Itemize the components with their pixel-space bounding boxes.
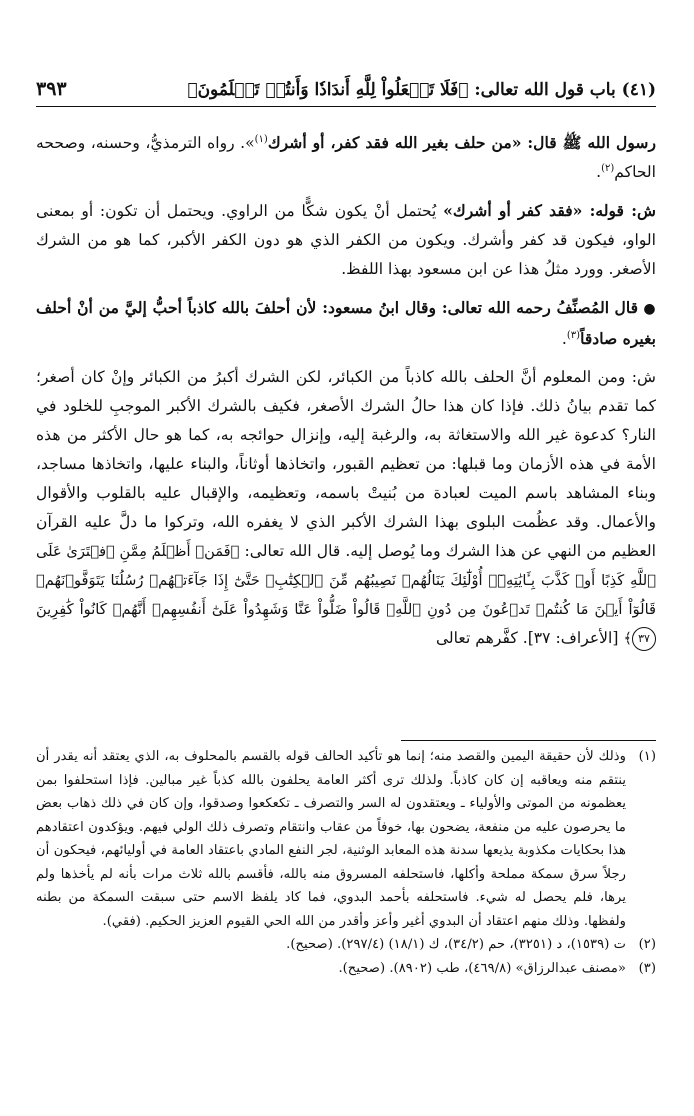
bullet-icon: ● — [643, 301, 656, 317]
commentary-paragraph-2 — [36, 363, 656, 653]
commentary-text: يُحتمل أنْ يكون شكًّا من الراوي. ويحتمل أن تكون: أو بمعنى الواو، فيكون قد كفر وأشرك. ويكون من الكفر الذي هو دون الكفر الأكبر، كما هو من الشرك الأصغر. وورد مثلُ هذا عن ابن مسعود بهذا اللفظ. — [36, 202, 656, 278]
footnote-2 — [36, 933, 656, 957]
running-header — [36, 64, 656, 107]
main-text — [36, 128, 656, 662]
footnote-number: (١) — [638, 749, 656, 764]
footnote-ref-2[interactable]: (٢) — [601, 162, 615, 174]
commentary-label: ش: قوله: «فقد كفر أو أشرك» — [443, 201, 656, 220]
author-statement — [36, 293, 656, 354]
page-number: ٣٩٣ — [36, 78, 67, 100]
hadith-text: رسول الله ﷺ قال: «من حلف بغير الله فقد كفر، أو أشرك — [267, 133, 656, 152]
footnote-text: ت (١٥٣٩)، د (٣٢٥١)، حم (٣٤/٢)، ك (١٨/١) (٢٩٧/٤). (صحيح). — [286, 937, 626, 952]
footnote-divider — [401, 740, 656, 741]
footnote-ref-3[interactable]: (٣) — [566, 329, 581, 341]
chapter-title: (٤١) باب قول الله تعالى: ﴿فَلَا تَجۡعَلُواْ لِلَّهِ أَندَادٗا وَأَنتُمۡ تَعۡلَمُونَ﴾ — [187, 80, 656, 100]
quran-verse-end: ﴾ — [623, 630, 632, 647]
footnote-ref-1[interactable]: (١) — [254, 133, 268, 145]
quran-verse: ﴿فَمَنۡ أَظۡلَمُ مِمَّنِ ٱفۡتَرَىٰ عَلَى ٱللَّهِ كَذِبًا أَوۡ كَذَّبَ بِـَٔايَٰتِهِۦٓۚ أُوْلَٰٓئِكَ يَنَالُهُمۡ نَصِيبُهُم مِّنَ ٱلۡكِتَٰبِۖ حَتَّىٰٓ إِذَا جَآءَتۡهُمۡ رُسُلُنَا يَتَوَفَّوۡنَهُمۡ قَالُوٓاْ أَيۡنَ مَا كُنتُمۡ تَدۡعُونَ مِن دُونِ ٱللَّهِۖ قَالُواْ ضَلُّواْ عَنَّا وَشَهِدُواْ عَلَىٰٓ أَنفُسِهِمۡ أَنَّهُمۡ كَانُواْ كَٰفِرِينَ — [36, 543, 656, 618]
footnotes — [36, 740, 656, 980]
commentary-text: ش: ومن المعلوم أنَّ الحلف بالله كاذباً من الكبائر، لكن الشرك أكبرُ من الكبائر وإنْ كان أصغر؛ كما تقدم بيانُ ذلك. فإذا كان هذا حالُ الشرك الأصغر، فكيف بالشرك الأكبر الموجبِ للخلود في النار؟ كدعوة غير الله والاستغاثة به، والرغبة إليه، وإنزال حوائجه به، كما هو حال الأكثر من هذه الأمة في هذه الأزمان وما قبلها: من تعظيم القبور، واتخاذها أوثاناً، والبناء عليها، واتخاذها مساجد، وبناء المشاهد باسم الميت لعبادة من بُنيتْ باسمه، وتعظيمه، والإقبال عليه بالقلوب والأقوال والأعمال. وقد عظُمت البلوى بهذا الشرك الأكبر الذي لا يغفره الله، وتركوا ما دلَّ عليه القرآن العظيم من النهي عن هذا الشرك وما يُوصل إليه. قال الله تعالى: — [36, 368, 656, 560]
ayah-number-icon: ٣٧ — [632, 627, 656, 651]
hadith-paragraph — [36, 128, 656, 187]
commentary-paragraph-1 — [36, 196, 656, 284]
footnote-number: (٢) — [638, 937, 656, 952]
footnote-text: وذلك لأن حقيقة اليمين والقصد منه؛ إنما هو تأكيد الحالف قوله بالقسم بالمحلوف به، الذي يعتقد أنه يقدر أن ينتقم منه ويعاقبه إن كان كاذباً. ولذلك ترى أكثر العامة يحلفون بالله كذباً غير مبالين. فإذا استحلفوا بمن يعظمونه من الموتى والأولياء ـ ويعتقدون له السر والتصرف ـ تكعكعوا وصدقوا، وإن كان في ذلك ذهاب بعض ما يحرصون عليه من منفعة، يضحون بها، خوفاً من عقاب وانتقام وتصرف ذلك الولي فيهم. ويؤكدون اعتقادهم هذا بحكايات مكذوبة يذيعها سدنة هذه المعابد الوثنية، لجر النفع المادي باعتقاد العامة في أوليائهم، فيحكون أن رجلاً سرق سمكة مملحة وأكلها، فاستحلفه المسروق منه بالله، فأقسم بالله ثلاث مرات بأنه لم يأخذها ولم يرها، فلم يحصل له شيء. فاستحلفه بأحمد البدوي، فما كاد يلفظ الاسم حتى سبقت السمكة من بطنه ولفظها. وذلك منهم اعتقاد أن البدوي أغير وأعز وأقدر من الله الحي القيوم العزيز الحكيم. (فقي). — [36, 749, 626, 929]
footnote-3 — [36, 957, 656, 981]
punctuation: . — [596, 163, 602, 181]
verse-citation: [الأعراف: ٣٧]. كفَّرهم تعالى — [435, 629, 624, 647]
punctuation: . — [561, 330, 567, 348]
author-statement-text: قال المُصنِّفُ رحمه الله تعالى: وقال ابنُ مسعود: لأن أحلفَ بالله كاذباً أحبُّ إليَّ من أنْ أحلف بغيره صادقاً — [36, 298, 656, 348]
footnote-text: «مصنف عبدالرزاق» (٤٦٩/٨)، طب (٨٩٠٢). (صحيح). — [338, 960, 626, 976]
footnote-1 — [36, 745, 656, 933]
hadith-source: ». رواه الترمذيُّ، وحسنه، وصححه الحاكم — [36, 134, 656, 181]
footnote-number: (٣) — [638, 960, 656, 976]
